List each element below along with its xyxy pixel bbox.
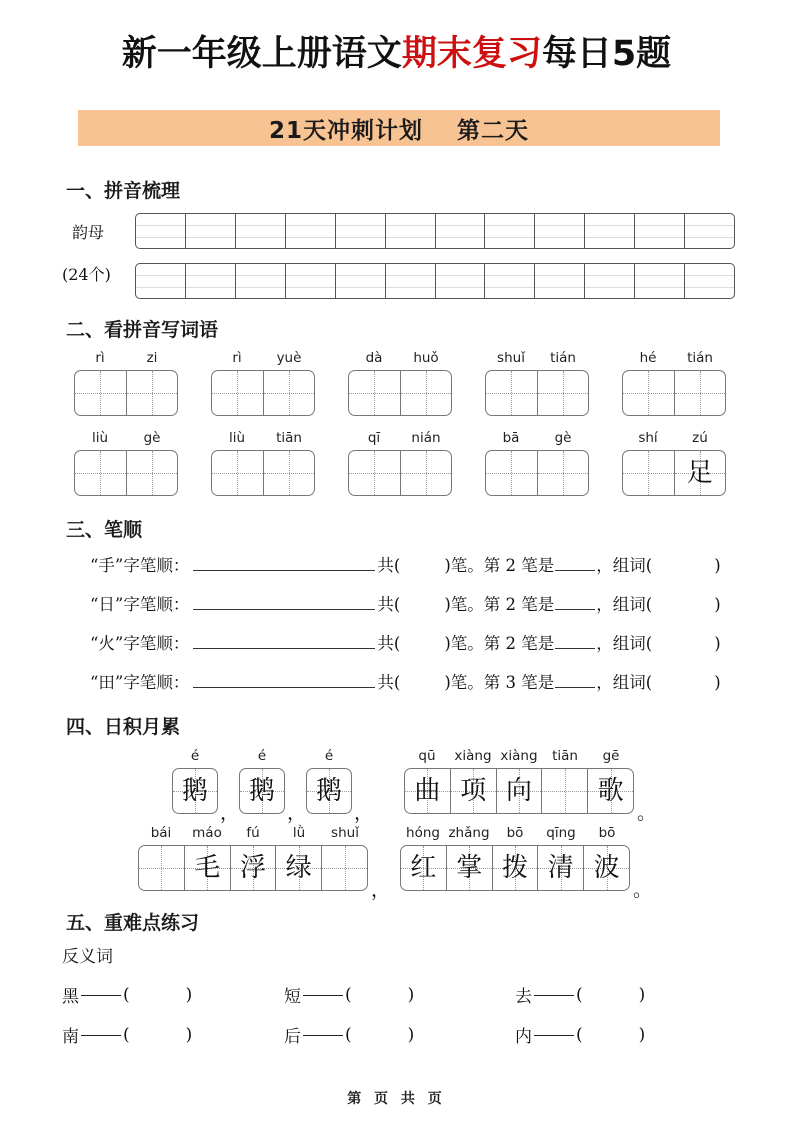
pinyin-annotation [74, 350, 178, 366]
character-grid-box[interactable] [74, 450, 178, 496]
poem-grid-box[interactable] [172, 768, 218, 814]
poem-cell-filled[interactable] [185, 846, 231, 890]
pinyin-syllable: bō [598, 825, 616, 841]
pinyin-syllable: tián [550, 350, 576, 366]
poem-punctuation: ， [287, 802, 307, 824]
antonym-paren-close: ) [407, 1024, 415, 1045]
yunmu-cell[interactable] [485, 214, 535, 248]
banner-text-wrap [269, 112, 529, 145]
pinyin-annotation [211, 350, 315, 366]
section-5-heading: 五、重难点练习 [66, 912, 200, 934]
pinyin-syllable: bā [502, 430, 520, 446]
pinyin-syllable: dà [365, 350, 383, 366]
antonym-dash [534, 995, 574, 996]
stroke-order-prefix: “日”字笔顺： [90, 595, 190, 614]
title-part-3: 每日5题 [541, 34, 672, 74]
yunmu-grid-row-2[interactable] [135, 263, 735, 299]
pinyin-syllable: rì [95, 350, 105, 366]
character-glyph: 拨 [501, 853, 528, 883]
character-cell-empty[interactable] [486, 371, 538, 415]
stroke-order-row [90, 591, 750, 615]
poem-cell-filled[interactable] [231, 846, 277, 890]
yunmu-cell[interactable] [436, 214, 486, 248]
antonym-item [284, 982, 414, 1007]
character-cell-empty[interactable] [538, 451, 589, 495]
pinyin-syllable: xiàng [454, 748, 492, 764]
stroke-order-row [90, 552, 750, 576]
stroke-nth-label: 第 2 笔是 [483, 595, 555, 614]
character-grid-box[interactable] [485, 370, 589, 416]
poem-single-box [172, 748, 218, 816]
antonym-word: 黑 [62, 987, 79, 1007]
character-glyph: 鹅 [248, 776, 275, 806]
character-grid-box[interactable] [211, 450, 315, 496]
yunmu-count-label: (24个) [62, 265, 111, 284]
pinyin-syllable: é [190, 748, 200, 764]
stroke-total-close: )笔。 [444, 673, 484, 692]
character-cell-empty[interactable] [127, 451, 178, 495]
character-grid-box[interactable] [622, 370, 726, 416]
character-cell-empty[interactable] [486, 451, 538, 495]
pinyin-syllable: huǒ [413, 350, 439, 366]
pinyin-syllable: tiān [276, 430, 302, 446]
stroke-nth-answer-line[interactable] [555, 556, 595, 571]
poem-cell-empty[interactable] [139, 846, 185, 890]
character-cell-empty[interactable] [264, 371, 315, 415]
antonym-dash [534, 1035, 574, 1036]
poem-grid-box[interactable] [138, 845, 368, 891]
pinyin-annotation [211, 430, 315, 446]
antonym-dash [81, 995, 121, 996]
character-glyph: 鹅 [315, 776, 342, 806]
antonym-paren-close: ) [407, 984, 415, 1005]
poem-cell-filled[interactable] [401, 846, 447, 890]
poem-cell-filled[interactable] [584, 846, 629, 890]
pinyin-syllable: liù [91, 430, 109, 446]
stroke-order-row [90, 630, 750, 654]
yunmu-cell[interactable] [585, 214, 635, 248]
pinyin-syllable: rì [232, 350, 242, 366]
pinyin-syllable: tiān [552, 748, 578, 764]
pinyin-syllable: xiàng [500, 748, 538, 764]
poem-punctuation: 。 [633, 879, 653, 901]
title-part-highlight: 期末复习 [401, 34, 542, 74]
character-cell-empty[interactable] [75, 451, 127, 495]
poem-cell-empty[interactable] [322, 846, 367, 890]
character-cell-empty[interactable] [401, 371, 452, 415]
pinyin-syllable: é [257, 748, 267, 764]
stroke-word-label: 组词( [612, 634, 653, 653]
pinyin-annotation [172, 748, 218, 764]
pinyin-word-block [485, 350, 589, 418]
poem-grid-box[interactable] [239, 768, 285, 814]
stroke-word-label: 组词( [612, 595, 653, 614]
stroke-order-answer-line[interactable] [193, 673, 375, 688]
pinyin-annotation [404, 748, 634, 764]
stroke-total-close: )笔。 [444, 634, 484, 653]
section-2-heading: 二、看拼音写词语 [66, 319, 219, 341]
poem-grid-box[interactable] [404, 768, 634, 814]
antonym-paren-open: ( [576, 984, 583, 1005]
pinyin-annotation [485, 350, 589, 366]
pinyin-syllable: hé [639, 350, 657, 366]
page-footer: 第 页 共 页 [347, 1091, 446, 1107]
stroke-total-label: 共( [377, 556, 401, 575]
character-grid-box[interactable] [348, 450, 452, 496]
yunmu-cell[interactable] [535, 214, 585, 248]
stroke-order-prefix: “田”字笔顺： [90, 673, 190, 692]
pinyin-syllable: zhǎng [448, 825, 490, 841]
stroke-comma: ， [596, 595, 613, 614]
yunmu-cell[interactable] [685, 214, 734, 248]
pinyin-word-block [622, 430, 726, 498]
stroke-nth-answer-line[interactable] [555, 595, 595, 610]
antonym-paren-open: ( [345, 984, 352, 1005]
stroke-word-close: ) [714, 595, 721, 614]
poem-cell-filled[interactable] [538, 846, 584, 890]
pinyin-word-block [74, 430, 178, 498]
poem-line1-grid [404, 748, 634, 816]
pinyin-annotation [622, 350, 726, 366]
stroke-nth-label: 第 2 笔是 [483, 634, 555, 653]
pinyin-syllable: tián [687, 350, 713, 366]
pinyin-syllable: qū [418, 748, 436, 764]
character-cell-empty[interactable] [401, 451, 452, 495]
antonym-paren-close: ) [638, 984, 646, 1005]
pinyin-word-block [622, 350, 726, 418]
character-cell-empty[interactable] [538, 371, 589, 415]
antonym-dash [303, 1035, 343, 1036]
character-glyph: 足 [686, 458, 713, 488]
character-glyph: 向 [505, 776, 532, 806]
poem-line2-grid-right [400, 825, 630, 893]
pinyin-syllable: shuǐ [497, 350, 525, 366]
antonym-paren-open: ( [123, 1024, 130, 1045]
yunmu-cell[interactable] [685, 264, 734, 298]
poem-single-box [306, 748, 352, 816]
stroke-comma: ， [596, 556, 613, 575]
poem-cell-empty[interactable] [542, 769, 588, 813]
yunmu-cell[interactable] [136, 264, 186, 298]
antonym-word: 去 [515, 987, 532, 1007]
section-4-heading: 四、日积月累 [66, 716, 181, 738]
yunmu-cell[interactable] [436, 264, 486, 298]
pinyin-syllable: qīng [546, 825, 576, 841]
pinyin-annotation [348, 350, 452, 366]
pinyin-word-block [211, 350, 315, 418]
character-cell-empty[interactable] [212, 451, 264, 495]
pinyin-syllable: é [324, 748, 334, 764]
pinyin-word-block [348, 350, 452, 418]
yunmu-cell[interactable] [236, 214, 286, 248]
character-glyph: 波 [593, 853, 620, 883]
poem-cell-filled[interactable] [447, 846, 493, 890]
yunmu-cell[interactable] [186, 264, 236, 298]
pinyin-syllable: shuǐ [331, 825, 359, 841]
character-cell-empty[interactable] [623, 371, 675, 415]
stroke-word-close: ) [714, 634, 721, 653]
stroke-total-label: 共( [377, 673, 401, 692]
page-title [0, 26, 793, 76]
banner-plan-label: 21天冲刺计划 [268, 117, 423, 144]
yunmu-cell[interactable] [336, 214, 386, 248]
stroke-word-close: ) [714, 673, 721, 692]
pinyin-syllable: zú [692, 430, 708, 446]
stroke-total-label: 共( [377, 595, 401, 614]
stroke-order-row [90, 669, 750, 693]
yunmu-cell[interactable] [286, 264, 336, 298]
pinyin-word-block [211, 430, 315, 498]
title-part-1: 新一年级上册语文 [121, 34, 402, 74]
antonym-paren-close: ) [185, 1024, 193, 1045]
character-cell-empty[interactable] [264, 451, 315, 495]
pinyin-annotation [138, 825, 368, 841]
stroke-total-label: 共( [377, 634, 401, 653]
yunmu-cell[interactable] [585, 264, 635, 298]
antonym-paren-open: ( [345, 1024, 352, 1045]
antonym-paren-open: ( [123, 984, 130, 1005]
pinyin-annotation [306, 748, 352, 764]
character-grid-box[interactable] [348, 370, 452, 416]
yunmu-cell[interactable] [386, 264, 436, 298]
yunmu-cell[interactable] [485, 264, 535, 298]
stroke-nth-label: 第 2 笔是 [483, 556, 555, 575]
plan-banner [78, 110, 720, 146]
yunmu-cell[interactable] [186, 214, 236, 248]
yunmu-cell[interactable] [236, 264, 286, 298]
poem-cell-filled[interactable] [240, 769, 284, 813]
character-glyph: 歌 [597, 776, 624, 806]
antonym-paren-close: ) [638, 1024, 646, 1045]
poem-cell-filled[interactable] [405, 769, 451, 813]
pinyin-word-block [348, 430, 452, 498]
pinyin-syllable: zi [146, 350, 158, 366]
stroke-word-label: 组词( [612, 556, 653, 575]
poem-cell-filled[interactable] [276, 846, 322, 890]
character-cell-empty[interactable] [212, 371, 264, 415]
yunmu-cell[interactable] [336, 264, 386, 298]
yunmu-cell[interactable] [535, 264, 585, 298]
character-glyph: 曲 [414, 776, 441, 806]
character-cell-empty[interactable] [623, 451, 675, 495]
pinyin-annotation [239, 748, 285, 764]
poem-punctuation: ， [354, 802, 374, 824]
stroke-order-prefix: “手”字笔顺： [90, 556, 190, 575]
pinyin-syllable: máo [192, 825, 222, 841]
antonym-item [284, 1022, 414, 1047]
antonym-word: 短 [284, 987, 301, 1007]
poem-punctuation: ， [371, 879, 391, 901]
antonym-paren-close: ) [185, 984, 193, 1005]
antonym-word: 南 [62, 1027, 79, 1047]
pinyin-syllable: lǜ [292, 825, 306, 841]
poem-grid-box[interactable] [306, 768, 352, 814]
character-grid-box[interactable] [211, 370, 315, 416]
poem-cell-filled[interactable] [173, 769, 217, 813]
pinyin-syllable: gè [143, 430, 161, 446]
antonym-item [62, 1022, 192, 1047]
antonym-item [62, 982, 192, 1007]
character-glyph: 项 [460, 776, 487, 806]
antonym-dash [303, 995, 343, 996]
character-grid-box[interactable] [485, 450, 589, 496]
character-glyph: 毛 [194, 853, 221, 883]
antonym-paren-open: ( [576, 1024, 583, 1045]
pinyin-syllable: shí [638, 430, 658, 446]
section-1-heading: 一、拼音梳理 [66, 180, 181, 202]
character-grid-box[interactable] [622, 450, 726, 496]
stroke-comma: ， [596, 634, 613, 653]
character-glyph: 浮 [239, 853, 266, 883]
pinyin-annotation [485, 430, 589, 446]
poem-punctuation: 。 [637, 802, 657, 824]
stroke-total-close: )笔。 [444, 595, 484, 614]
pinyin-annotation [622, 430, 726, 446]
poem-single-box [239, 748, 285, 816]
pinyin-annotation [400, 825, 630, 841]
character-cell-filled[interactable] [675, 451, 726, 495]
pinyin-syllable: yuè [276, 350, 302, 366]
character-glyph: 掌 [456, 853, 483, 883]
character-glyph: 绿 [285, 853, 312, 883]
poem-grid-box[interactable] [400, 845, 630, 891]
poem-line2-grid-left [138, 825, 368, 893]
stroke-nth-answer-line[interactable] [555, 673, 595, 688]
pinyin-syllable: nián [411, 430, 441, 446]
character-glyph: 红 [410, 853, 437, 883]
poem-cell-filled[interactable] [497, 769, 543, 813]
pinyin-syllable: hóng [406, 825, 440, 841]
yunmu-cell[interactable] [136, 214, 186, 248]
antonym-subheading: 反义词 [62, 947, 113, 967]
pinyin-annotation [74, 430, 178, 446]
pinyin-syllable: bái [150, 825, 172, 841]
pinyin-syllable: liù [228, 430, 246, 446]
pinyin-syllable: gè [554, 430, 572, 446]
stroke-comma: ， [596, 673, 613, 692]
yunmu-label: 韵母 [72, 223, 105, 242]
antonym-word: 后 [284, 1027, 301, 1047]
pinyin-word-block [74, 350, 178, 418]
stroke-order-answer-line[interactable] [193, 556, 375, 571]
yunmu-cell[interactable] [386, 214, 436, 248]
pinyin-syllable: gē [602, 748, 620, 764]
character-cell-empty[interactable] [75, 371, 127, 415]
stroke-word-close: ) [714, 556, 721, 575]
character-cell-empty[interactable] [349, 451, 401, 495]
stroke-total-close: )笔。 [444, 556, 484, 575]
pinyin-word-block [485, 430, 589, 498]
banner-day-label: 第二天 [457, 117, 529, 144]
character-cell-empty[interactable] [675, 371, 726, 415]
antonym-item [515, 982, 645, 1007]
pinyin-syllable: bō [506, 825, 524, 841]
section-3-heading: 三、笔顺 [66, 519, 143, 541]
pinyin-syllable: qī [367, 430, 381, 446]
poem-punctuation: ， [220, 802, 240, 824]
poem-cell-filled[interactable] [493, 846, 539, 890]
pinyin-annotation [348, 430, 452, 446]
stroke-nth-answer-line[interactable] [555, 634, 595, 649]
character-cell-empty[interactable] [349, 371, 401, 415]
poem-cell-filled[interactable] [588, 769, 633, 813]
stroke-nth-label: 第 3 笔是 [483, 673, 555, 692]
antonym-dash [81, 1035, 121, 1036]
yunmu-cell[interactable] [635, 214, 685, 248]
antonym-item [515, 1022, 645, 1047]
yunmu-cell[interactable] [286, 214, 336, 248]
stroke-order-prefix: “火”字笔顺： [90, 634, 190, 653]
pinyin-syllable: fú [246, 825, 260, 841]
character-grid-box[interactable] [74, 370, 178, 416]
yunmu-grid-row-1[interactable] [135, 213, 735, 249]
stroke-order-answer-line[interactable] [193, 595, 375, 610]
antonym-word: 内 [515, 1027, 532, 1047]
poem-cell-filled[interactable] [307, 769, 351, 813]
stroke-order-answer-line[interactable] [193, 634, 375, 649]
character-cell-empty[interactable] [127, 371, 178, 415]
character-glyph: 清 [547, 853, 574, 883]
poem-cell-filled[interactable] [451, 769, 497, 813]
stroke-word-label: 组词( [612, 673, 653, 692]
yunmu-cell[interactable] [635, 264, 685, 298]
character-glyph: 鹅 [181, 776, 208, 806]
